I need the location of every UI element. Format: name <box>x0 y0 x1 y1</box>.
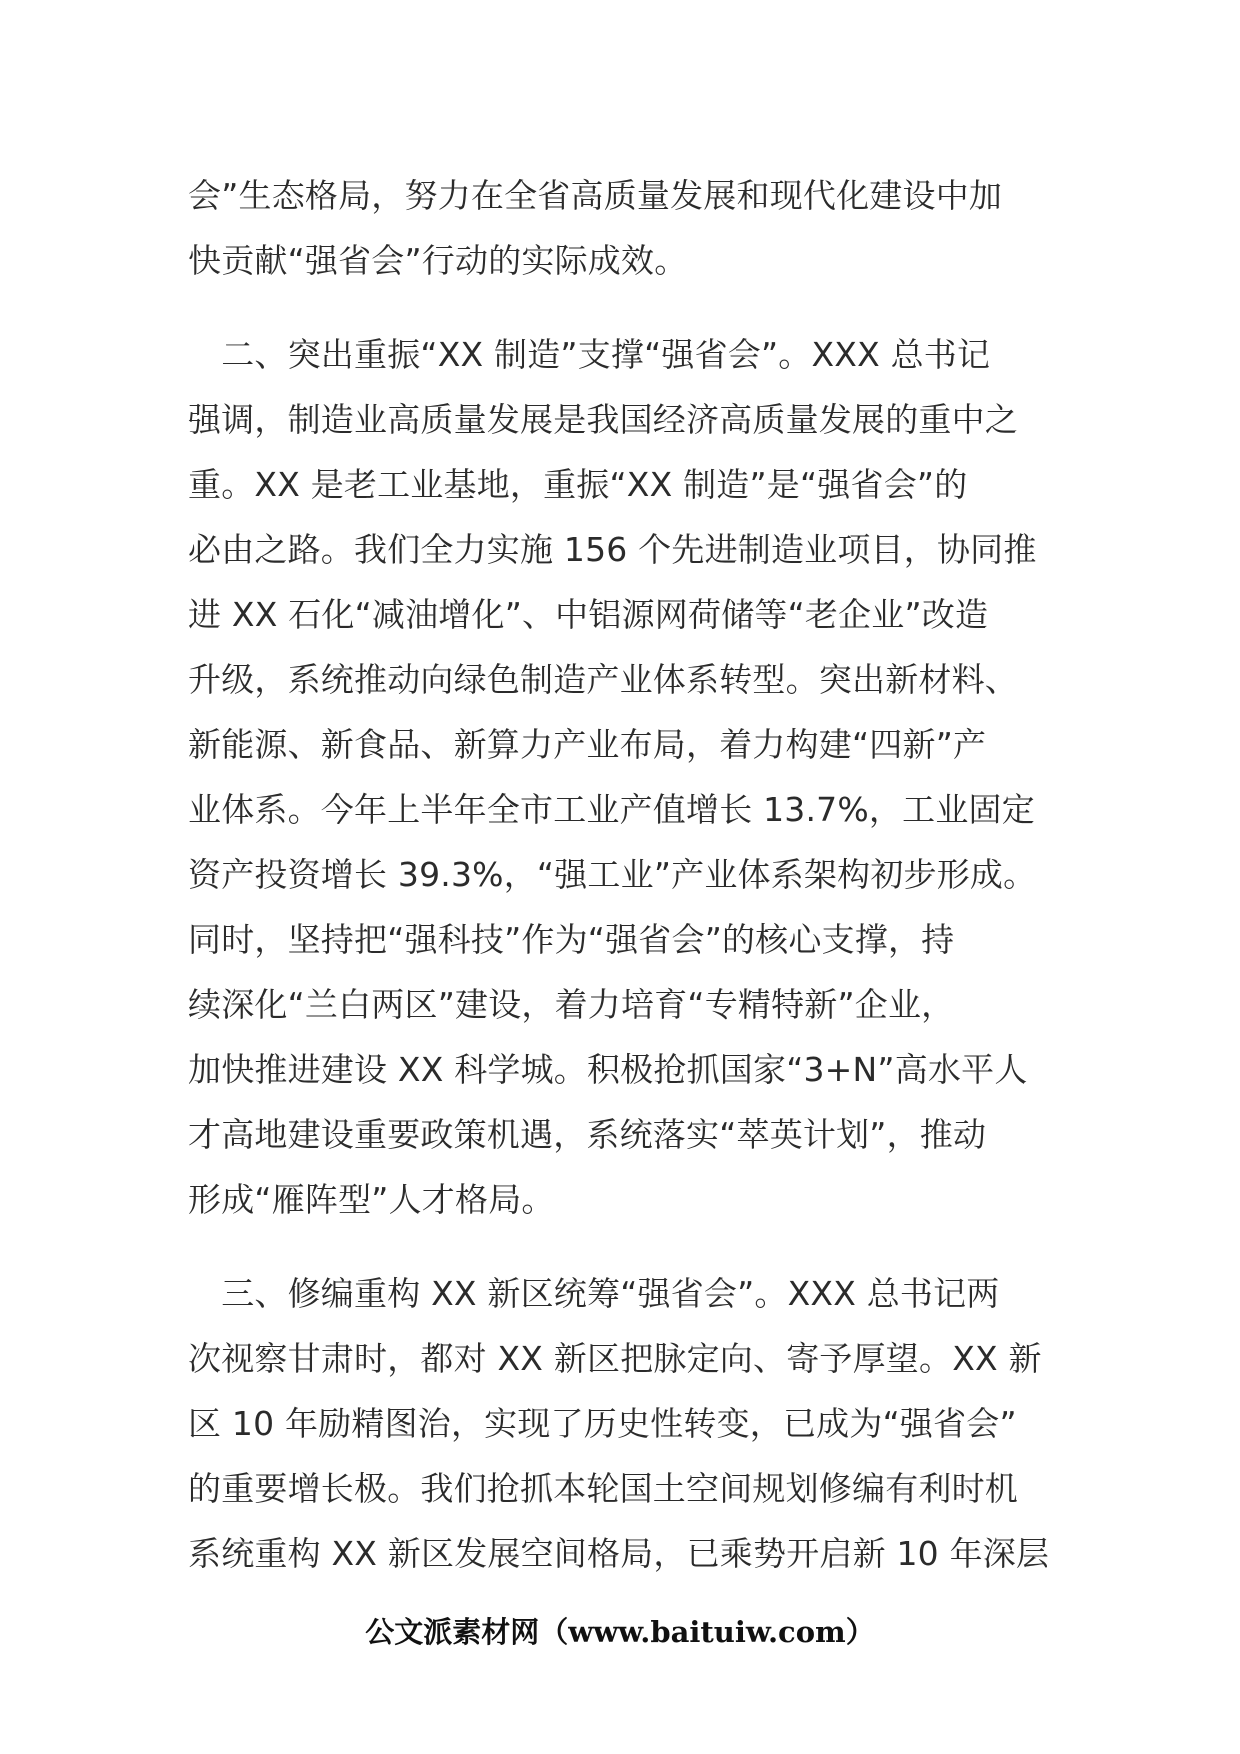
paragraph-line: 加快推进建设 XX 科学城。积极抢抓国家“3+N”高水平人 <box>188 1050 1028 1089</box>
paragraph-line: 业体系。今年上半年全市工业产值增长 13.7%，工业固定 <box>188 790 1035 829</box>
paragraph-line: 强调，制造业高质量发展是我国经济高质量发展的重中之 <box>188 400 1018 439</box>
paragraph-line: 的重要增长极。我们抢抓本轮国土空间规划修编有利时机 <box>188 1469 1018 1508</box>
paragraph-line: 系统重构 XX 新区发展空间格局，已乘势开启新 10 年深层 <box>188 1534 1050 1573</box>
paragraph-line: 二、突出重振“XX 制造”支撑“强省会”。XXX 总书记 <box>188 335 991 374</box>
paragraph-gap <box>188 293 1068 322</box>
paragraph-line: 快贡献“强省会”行动的实际成效。 <box>188 241 688 280</box>
paragraph-line: 进 XX 石化“减油增化”、中铝源网荷储等“老企业”改造 <box>188 595 989 634</box>
paragraph-line: 新能源、新食品、新算力产业布局，着力构建“四新”产 <box>188 725 987 764</box>
paragraph-line: 升级，系统推动向绿色制造产业体系转型。突出新材料、 <box>188 660 1018 699</box>
paragraph-gap <box>188 1232 1068 1261</box>
paragraph-line: 区 10 年励精图治，实现了历史性转变，已成为“强省会” <box>188 1404 1017 1443</box>
paragraph-line: 三、修编重构 XX 新区统筹“强省会”。XXX 总书记两 <box>188 1274 1000 1313</box>
paragraph-line: 会”生态格局，努力在全省高质量发展和现代化建设中加 <box>188 176 1003 215</box>
paragraph-line: 重。XX 是老工业基地，重振“XX 制造”是“强省会”的 <box>188 465 968 504</box>
paragraph-line: 必由之路。我们全力实施 156 个先进制造业项目，协同推 <box>188 530 1037 569</box>
footer-watermark-text: 公文派素材网（www.baituiw.com） <box>365 1615 875 1649</box>
paragraph-line: 同时，坚持把“强科技”作为“强省会”的核心支撑，持 <box>188 920 955 959</box>
paragraph-line: 才高地建设重要政策机遇，系统落实“萃英计划”，推动 <box>188 1115 987 1154</box>
paragraph-line: 续深化“兰白两区”建设，着力培育“专精特新”企业， <box>188 985 955 1024</box>
body-text <box>188 163 1068 1586</box>
paragraph-line: 次视察甘肃时，都对 XX 新区把脉定向、寄予厚望。XX 新 <box>188 1339 1042 1378</box>
paragraph-line: 形成“雁阵型”人才格局。 <box>188 1180 555 1219</box>
paragraph-line: 资产投资增长 39.3%，“强工业”产业体系架构初步形成。 <box>188 855 1037 894</box>
